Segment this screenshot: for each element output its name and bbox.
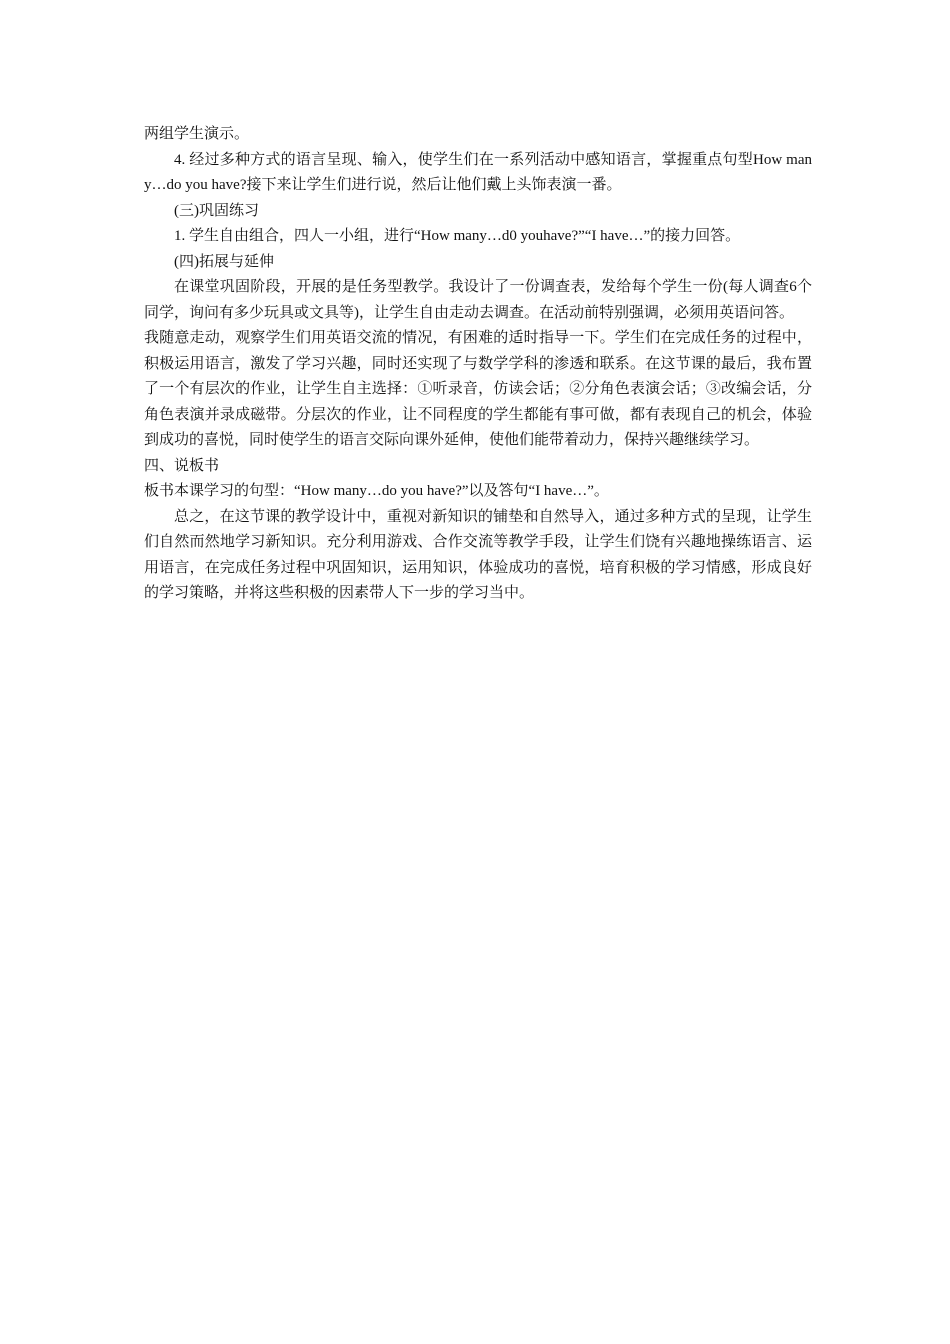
paragraph-6: 板书本课学习的句型：“How many…do you have?”以及答句“I have…”。 [144,483,609,499]
paragraph-2: 4. 经过多种方式的语言呈现、输入，使学生们在一系列活动中感知语言，掌握重点句型How many…do you have?接下来让学生们进行说，然后让他们戴上头饰表演一番。 [144,151,812,193]
section-heading-blackboard: 四、说板书 [144,457,220,474]
paragraph-5: 我随意走动，观察学生们用英语交流的情况，有困难的适时指导一下。学生们在完成任务的过程中，积极运用语言，激发了学习兴趣，同时还实现了与数学学科的渗透和联系。在这节课的最后，我布置了一个有层次的作业，让学生自主选择：①听录音，仿读会话；②分角色表演会话；③改编会话，分角色表演并录成磁带。分层次的作业，让不同程度的学生都能有事可做，都有表现自己的机会，体验到成功的喜悦，同时使学生的语言交际向课外延伸，使他们能带着动力，保持兴趣继续学习。 [144,330,812,448]
document-body [144,122,812,607]
section-heading-extension: (四)拓展与延伸 [174,253,274,270]
section-heading-consolidation: (三)巩固练习 [174,202,259,219]
paragraph-conclusion: 总之，在这节课的教学设计中，重视对新知识的铺垫和自然导入，通过多种方式的呈现，让学生们自然而然地学习新知识。充分利用游戏、合作交流等教学手段，让学生们饶有兴趣地操练语言、运用语言，在完成任务过程中巩固知识，运用知识，体验成功的喜悦，培育积极的学习情感，形成良好的学习策略，并将这些积极的因素带人下一步的学习当中。 [144,508,812,601]
paragraph-1: 两组学生演示。 [144,126,250,142]
paragraph-4: 在课堂巩固阶段，开展的是任务型教学。我设计了一份调查表，发给每个学生一份(每人调查6个同学，询问有多少玩具或文具等)，让学生自由走动去调查。在活动前特别强调，必须用英语问答。 [144,279,812,321]
paragraph-3: 1. 学生自由组合，四人一小组，进行“How many…d0 youhave?”“I have…”的接力回答。 [174,228,741,244]
